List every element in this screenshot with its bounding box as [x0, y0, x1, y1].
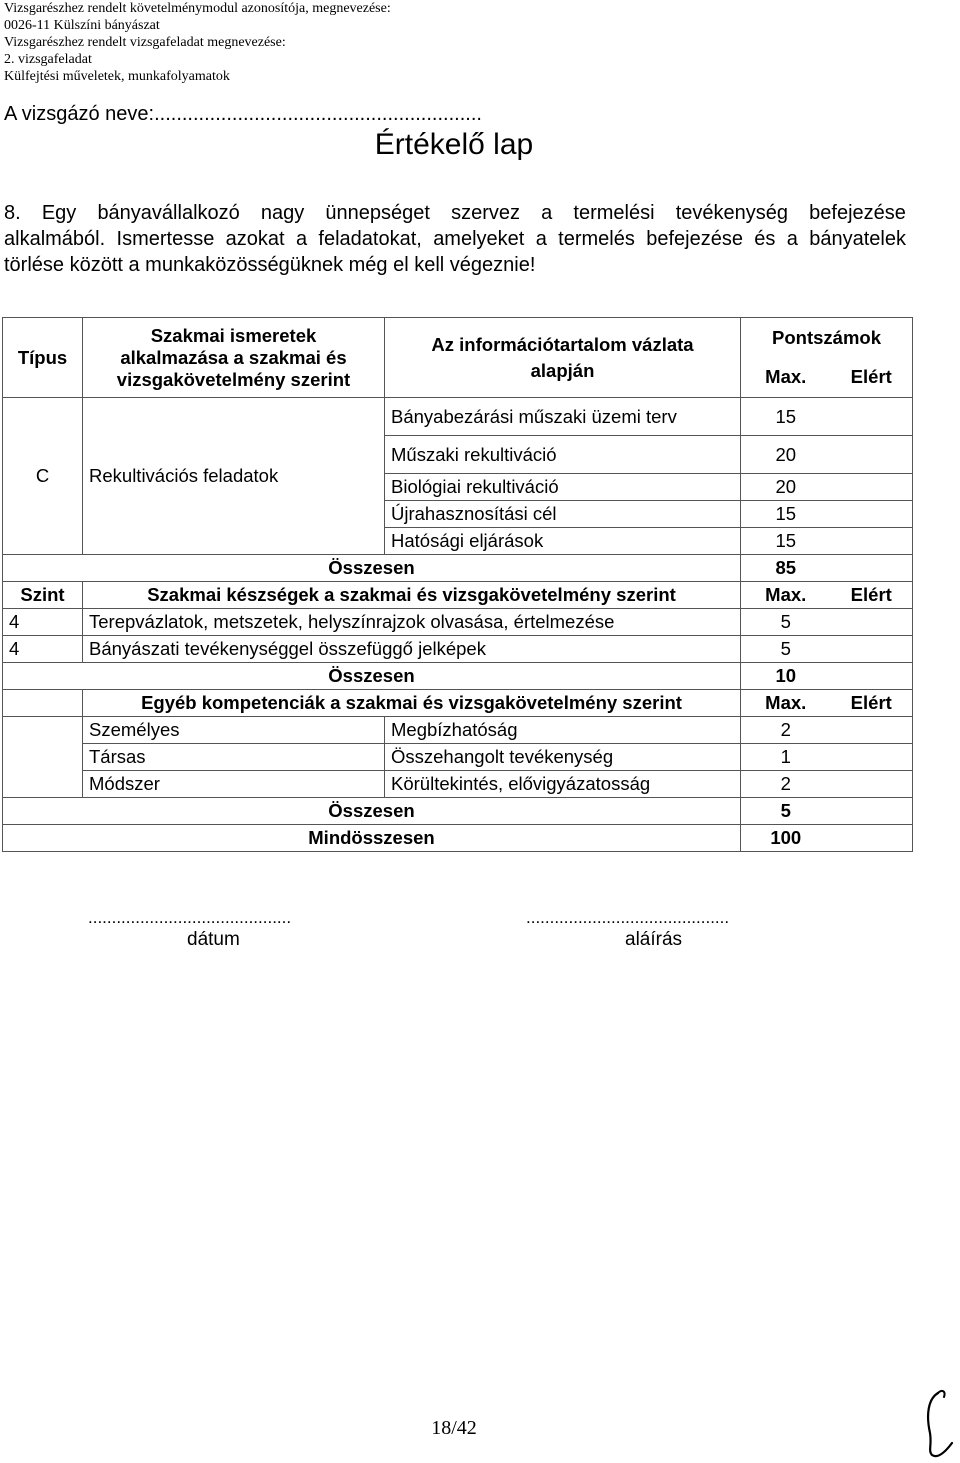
skill-item: Terepvázlatok, metszetek, helyszínrajzok olvasása, értelmezése: [83, 609, 741, 636]
competence-category: Módszer: [83, 771, 385, 798]
empty-cell: [3, 717, 83, 798]
page-number: 18/42: [431, 1417, 477, 1439]
achieved-cell: [831, 528, 913, 555]
achieved-cell: [831, 663, 913, 690]
skill-level: 4: [3, 636, 83, 663]
knowledge-max: 15: [741, 528, 831, 555]
skill-max: 5: [741, 636, 831, 663]
knowledge-item: Hatósági eljárások: [385, 528, 741, 555]
signature-label: aláírás: [625, 929, 683, 950]
achieved-cell: [831, 555, 913, 582]
other-header: Egyéb kompetenciák a szakmai és vizsgakövetelmény szerint: [83, 690, 741, 717]
achieved-cell: [831, 501, 913, 528]
evaluation-table: [2, 317, 913, 852]
achieved-cell: [831, 825, 913, 852]
knowledge-max: 15: [741, 398, 831, 436]
knowledge-total: 85: [741, 555, 831, 582]
grand-total: 100: [741, 825, 831, 852]
achieved-cell: [831, 771, 913, 798]
outline-header: Az információtartalom vázlata alapján: [385, 318, 741, 398]
empty-cell: [3, 690, 83, 717]
competence-item: Összehangolt tevékenység: [385, 744, 741, 771]
type-header: Típus: [3, 318, 83, 398]
date-label: dátum: [187, 929, 240, 950]
task-line-3: törlése között a munkaközösségüknek még el kell végeznie!: [4, 254, 536, 276]
signature-dotted-line: ...........................................: [526, 908, 730, 927]
skills-total: 10: [741, 663, 831, 690]
level-header: Szint: [3, 582, 83, 609]
competence-item: Megbízhatóság: [385, 717, 741, 744]
task-number: 2. vizsgafeladat: [4, 52, 92, 67]
task-line-1: 8. Egy bányavállalkozó nagy ünnepséget szervez a termelési tevékenység befejezése: [4, 202, 906, 224]
achieved-header: Elért: [831, 358, 913, 398]
other-total-label: Összesen: [3, 798, 741, 825]
competence-max: 1: [741, 744, 831, 771]
skills-max-header: Max.: [741, 582, 831, 609]
date-dotted-line: ...........................................: [88, 908, 292, 927]
knowledge-total-label: Összesen: [3, 555, 741, 582]
knowledge-type: C: [3, 398, 83, 555]
examinee-name-line: A vizsgázó neve:...........................................................: [4, 103, 482, 125]
other-achieved-header: Elért: [831, 690, 913, 717]
knowledge-topic: Rekultivációs feladatok: [83, 398, 385, 555]
achieved-cell: [831, 609, 913, 636]
skills-total-label: Összesen: [3, 663, 741, 690]
knowledge-item: Bányabezárási műszaki üzemi terv: [385, 398, 741, 436]
competence-category: Személyes: [83, 717, 385, 744]
other-max-header: Max.: [741, 690, 831, 717]
task-line-2: alkalmából. Ismertesse azokat a feladatokat, amelyeket a termelés befejezése és a bányatelek: [4, 228, 906, 250]
points-header: Pontszámok: [741, 318, 913, 358]
knowledge-item: Műszaki rekultiváció: [385, 436, 741, 474]
competence-max: 2: [741, 771, 831, 798]
achieved-cell: [831, 474, 913, 501]
skill-level: 4: [3, 609, 83, 636]
skills-header: Szakmai készségek a szakmai és vizsgakövetelmény szerint: [83, 582, 741, 609]
achieved-cell: [831, 798, 913, 825]
module-label: Vizsgarészhez rendelt követelménymodul azonosítója, megnevezése:: [4, 1, 391, 16]
max-header: Max.: [741, 358, 831, 398]
handwritten-mark: [918, 1385, 958, 1460]
knowledge-item: Újrahasznosítási cél: [385, 501, 741, 528]
achieved-cell: [831, 636, 913, 663]
competence-max: 2: [741, 717, 831, 744]
other-total: 5: [741, 798, 831, 825]
skills-achieved-header: Elért: [831, 582, 913, 609]
achieved-cell: [831, 436, 913, 474]
knowledge-max: 15: [741, 501, 831, 528]
page-title: Értékelő lap: [374, 128, 534, 161]
achieved-cell: [831, 717, 913, 744]
module-name: 0026-11 Külszíni bányászat: [4, 18, 160, 33]
knowledge-max: 20: [741, 474, 831, 501]
task-name: Külfejtési műveletek, munkafolyamatok: [4, 69, 230, 84]
grand-total-label: Mindösszesen: [3, 825, 741, 852]
competence-category: Társas: [83, 744, 385, 771]
competence-item: Körültekintés, elővigyázatosság: [385, 771, 741, 798]
skill-item: Bányászati tevékenységgel összefüggő jelképek: [83, 636, 741, 663]
achieved-cell: [831, 398, 913, 436]
achieved-cell: [831, 744, 913, 771]
task-label: Vizsgarészhez rendelt vizsgafeladat megnevezése:: [4, 35, 286, 50]
knowledge-header: Szakmai ismeretek alkalmazása a szakmai és vizsgakövetelmény szerint: [83, 318, 385, 398]
knowledge-item: Biológiai rekultiváció: [385, 474, 741, 501]
knowledge-max: 20: [741, 436, 831, 474]
skill-max: 5: [741, 609, 831, 636]
